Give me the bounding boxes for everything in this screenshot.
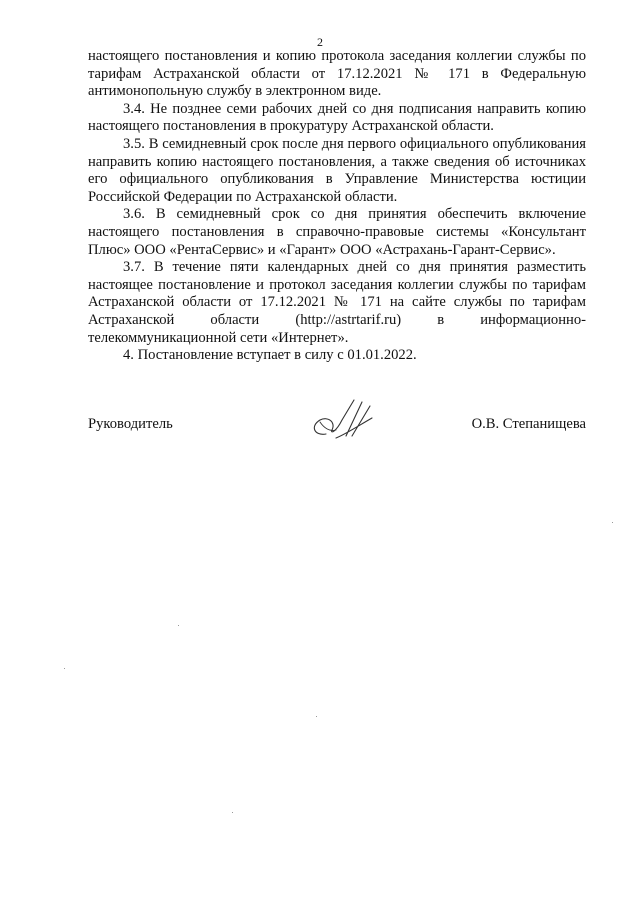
scan-speck: [612, 522, 613, 523]
scan-speck: [316, 716, 317, 717]
paragraph-3-7: 3.7. В течение пяти календарных дней со дня принятия разместить настоящее постановление и протокол заседания коллегии службы по тарифам Астраханской области от 17.12.2021 № 171 на сайте службы по тарифам Астраханской области (http://astrtarif.ru) в информационно-телекоммуникационной сети «Интернет».: [88, 259, 586, 346]
scan-speck: [178, 625, 179, 626]
page-number: 2: [317, 35, 323, 49]
signer-name: О.В. Степанищева: [471, 416, 586, 432]
paragraph-continuation: настоящего постановления и копию протокола заседания коллегии службы по тарифам Астраханской области от 17.12.2021 № 171 в Федеральную антимонопольную службу в электронном виде.: [88, 48, 586, 100]
handwritten-signature: [306, 396, 386, 446]
paragraph-3-5: 3.5. В семидневный срок после дня первого официального опубликования направить копию настоящего постановления, а также сведения об источниках его официального опубликования в Управление Министерства юстиции Российской Федерации по Астраханской области.: [88, 135, 586, 205]
document-body: [88, 48, 586, 365]
paragraph-3-6: 3.6. В семидневный срок со дня принятия обеспечить включение настоящего постановления в справочно-правовые системы «Консультант Плюс» ООО «РентаСервис» и «Гарант» ООО «Астрахань-Гарант-Сервис».: [88, 206, 586, 258]
paragraph-3-4: 3.4. Не позднее семи рабочих дней со дня подписания направить копию настоящего постановления в прокуратуру Астраханской области.: [88, 100, 586, 135]
scan-speck: [232, 812, 233, 813]
paragraph-4: 4. Постановление вступает в силу с 01.01.2022.: [123, 347, 417, 364]
scan-speck: [64, 668, 65, 669]
signature-block: [88, 396, 586, 446]
signer-title: Руководитель: [88, 416, 173, 432]
